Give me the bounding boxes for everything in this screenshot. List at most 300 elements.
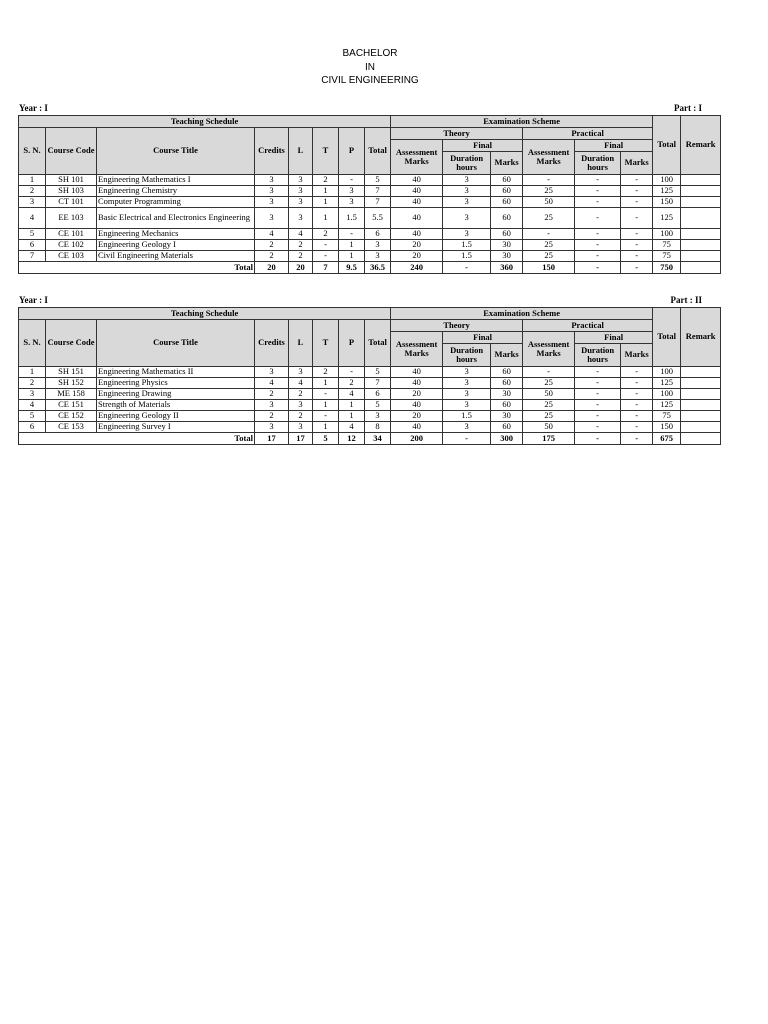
course-remark bbox=[681, 389, 721, 400]
course-credits: 4 bbox=[255, 378, 289, 389]
course-title: Engineering Physics bbox=[97, 378, 255, 389]
practical-final-marks: - bbox=[621, 229, 653, 240]
course-sn: 4 bbox=[19, 400, 46, 411]
totals-t: 7 bbox=[313, 262, 339, 274]
course-grand-total: 100 bbox=[653, 175, 681, 186]
theory-final-marks: 60 bbox=[491, 422, 523, 433]
course-grand-total: 100 bbox=[653, 389, 681, 400]
course-credits: 3 bbox=[255, 186, 289, 197]
year-label: Year : I bbox=[19, 103, 48, 113]
practical-final-marks: - bbox=[621, 400, 653, 411]
totals-credits: 17 bbox=[255, 433, 289, 445]
course-rows bbox=[19, 175, 721, 262]
examination-scheme-header: Examination Scheme bbox=[391, 308, 653, 320]
course-lecture-hours: 2 bbox=[289, 251, 313, 262]
totals-p: 12 bbox=[339, 433, 365, 445]
course-sn: 1 bbox=[19, 175, 46, 186]
course-row bbox=[19, 251, 721, 262]
course-credits: 2 bbox=[255, 240, 289, 251]
course-code: CE 103 bbox=[46, 251, 97, 262]
theory-duration-header: Duration hours bbox=[443, 152, 491, 175]
practical-header: Practical bbox=[523, 128, 653, 140]
course-title: Engineering Mathematics I bbox=[97, 175, 255, 186]
course-code-header: Course Code bbox=[46, 128, 97, 175]
practical-final-duration: - bbox=[575, 389, 621, 400]
theory-assessment-marks: 40 bbox=[391, 378, 443, 389]
course-tutorial-hours: - bbox=[313, 389, 339, 400]
course-credits: 3 bbox=[255, 400, 289, 411]
course-grand-total: 125 bbox=[653, 186, 681, 197]
tutorial-header: T bbox=[313, 320, 339, 367]
course-lecture-hours: 3 bbox=[289, 186, 313, 197]
course-tutorial-hours: - bbox=[313, 240, 339, 251]
practical-assessment-marks: 25 bbox=[523, 240, 575, 251]
theory-assessment-marks: 40 bbox=[391, 400, 443, 411]
teaching-schedule-header: Teaching Schedule bbox=[19, 116, 391, 128]
theory-final-duration: 3 bbox=[443, 389, 491, 400]
course-total-hours: 5 bbox=[365, 400, 391, 411]
grand-total-header: Total bbox=[653, 308, 681, 367]
course-grand-total: 150 bbox=[653, 422, 681, 433]
course-row bbox=[19, 400, 721, 411]
practical-final-marks: - bbox=[621, 251, 653, 262]
course-credits: 3 bbox=[255, 197, 289, 208]
course-remark bbox=[681, 251, 721, 262]
practical-assessment-marks: 25 bbox=[523, 251, 575, 262]
course-row bbox=[19, 240, 721, 251]
theory-final-duration: 3 bbox=[443, 400, 491, 411]
course-credits: 3 bbox=[255, 367, 289, 378]
practical-final-marks: - bbox=[621, 186, 653, 197]
remark-header: Remark bbox=[681, 116, 721, 175]
course-practical-hours: 1 bbox=[339, 240, 365, 251]
course-tutorial-hours: 1 bbox=[313, 208, 339, 229]
totals-row bbox=[19, 262, 721, 274]
course-remark bbox=[681, 175, 721, 186]
practical-assessment-marks: 25 bbox=[523, 378, 575, 389]
course-title-header: Course Title bbox=[97, 128, 255, 175]
course-row bbox=[19, 186, 721, 197]
course-sn: 6 bbox=[19, 240, 46, 251]
practical-assessment-marks: 50 bbox=[523, 422, 575, 433]
totals-grand-total: 750 bbox=[653, 262, 681, 274]
theory-final-duration: 3 bbox=[443, 422, 491, 433]
course-practical-hours: 3 bbox=[339, 197, 365, 208]
totals-label: Total bbox=[19, 262, 255, 274]
theory-assessment-marks: 40 bbox=[391, 175, 443, 186]
practical-assessment-header: Assessment Marks bbox=[523, 140, 575, 175]
course-grand-total: 100 bbox=[653, 367, 681, 378]
theory-assessment-marks: 40 bbox=[391, 367, 443, 378]
theory-assessment-marks: 40 bbox=[391, 197, 443, 208]
practical-final-marks: - bbox=[621, 175, 653, 186]
course-row bbox=[19, 389, 721, 400]
course-code: CT 101 bbox=[46, 197, 97, 208]
theory-final-marks: 30 bbox=[491, 251, 523, 262]
course-code: CE 152 bbox=[46, 411, 97, 422]
course-sn: 5 bbox=[19, 411, 46, 422]
practical-final-marks: - bbox=[621, 378, 653, 389]
course-sn: 2 bbox=[19, 186, 46, 197]
course-code: CE 102 bbox=[46, 240, 97, 251]
practical-marks-header: Marks bbox=[621, 344, 653, 367]
examination-scheme-header: Examination Scheme bbox=[391, 116, 653, 128]
course-grand-total: 125 bbox=[653, 208, 681, 229]
practical-assessment-marks: 50 bbox=[523, 389, 575, 400]
totals-grand-total: 675 bbox=[653, 433, 681, 445]
practical-final-duration: - bbox=[575, 197, 621, 208]
document-title bbox=[0, 47, 740, 88]
lecture-header: L bbox=[289, 128, 313, 175]
theory-final-duration: 3 bbox=[443, 175, 491, 186]
course-sn: 7 bbox=[19, 251, 46, 262]
practical-final-duration: - bbox=[575, 411, 621, 422]
course-remark bbox=[681, 197, 721, 208]
practical-assessment-marks: - bbox=[523, 229, 575, 240]
schedule-table bbox=[18, 307, 721, 445]
practical-final-duration: - bbox=[575, 186, 621, 197]
part-label: Part : I bbox=[674, 103, 702, 113]
totals-theory-duration: - bbox=[443, 433, 491, 445]
course-row bbox=[19, 422, 721, 433]
course-tutorial-hours: 2 bbox=[313, 175, 339, 186]
totals-l: 20 bbox=[289, 262, 313, 274]
title-line-in: IN bbox=[365, 61, 375, 73]
practical-final-duration: - bbox=[575, 422, 621, 433]
theory-final-duration: 3 bbox=[443, 229, 491, 240]
course-tutorial-hours: 1 bbox=[313, 400, 339, 411]
practical-final-marks: - bbox=[621, 240, 653, 251]
totals-remark bbox=[681, 262, 721, 274]
course-credits: 2 bbox=[255, 389, 289, 400]
practical-final-duration: - bbox=[575, 367, 621, 378]
course-rows bbox=[19, 367, 721, 433]
practical-header: Practical bbox=[523, 320, 653, 332]
theory-assessment-header: Assessment Marks bbox=[391, 140, 443, 175]
practical-duration-header: Duration hours bbox=[575, 344, 621, 367]
practical-hours-header: P bbox=[339, 320, 365, 367]
course-practical-hours: 4 bbox=[339, 422, 365, 433]
theory-assessment-marks: 20 bbox=[391, 411, 443, 422]
theory-assessment-marks: 40 bbox=[391, 186, 443, 197]
theory-final-duration: 3 bbox=[443, 367, 491, 378]
course-sn: 4 bbox=[19, 208, 46, 229]
course-lecture-hours: 2 bbox=[289, 411, 313, 422]
theory-assessment-marks: 20 bbox=[391, 251, 443, 262]
practical-final-duration: - bbox=[575, 378, 621, 389]
theory-duration-header: Duration hours bbox=[443, 344, 491, 367]
course-title: Engineering Survey I bbox=[97, 422, 255, 433]
theory-final-duration: 1.5 bbox=[443, 251, 491, 262]
course-lecture-hours: 3 bbox=[289, 422, 313, 433]
practical-marks-header: Marks bbox=[621, 152, 653, 175]
course-title: Basic Electrical and Electronics Engineering bbox=[97, 208, 255, 229]
part-label: Part : II bbox=[670, 295, 702, 305]
course-code-header: Course Code bbox=[46, 320, 97, 367]
theory-final-duration: 1.5 bbox=[443, 411, 491, 422]
theory-final-duration: 3 bbox=[443, 378, 491, 389]
course-title: Civil Engineering Materials bbox=[97, 251, 255, 262]
tutorial-header: T bbox=[313, 128, 339, 175]
course-row bbox=[19, 229, 721, 240]
practical-assessment-marks: 50 bbox=[523, 197, 575, 208]
course-code: SH 103 bbox=[46, 186, 97, 197]
course-tutorial-hours: - bbox=[313, 251, 339, 262]
course-code: SH 152 bbox=[46, 378, 97, 389]
course-lecture-hours: 3 bbox=[289, 175, 313, 186]
totals-p: 9.5 bbox=[339, 262, 365, 274]
course-remark bbox=[681, 411, 721, 422]
theory-final-marks: 60 bbox=[491, 367, 523, 378]
course-total-hours: 6 bbox=[365, 229, 391, 240]
totals-practical-assessment: 150 bbox=[523, 262, 575, 274]
course-tutorial-hours: - bbox=[313, 411, 339, 422]
course-practical-hours: 2 bbox=[339, 378, 365, 389]
totals-practical-marks: - bbox=[621, 433, 653, 445]
totals-theory-marks: 360 bbox=[491, 262, 523, 274]
course-code: CE 153 bbox=[46, 422, 97, 433]
course-title: Engineering Mechanics bbox=[97, 229, 255, 240]
course-grand-total: 150 bbox=[653, 197, 681, 208]
course-title: Engineering Chemistry bbox=[97, 186, 255, 197]
totals-theory-assessment: 240 bbox=[391, 262, 443, 274]
course-total-hours: 7 bbox=[365, 378, 391, 389]
theory-final-marks: 30 bbox=[491, 240, 523, 251]
course-code: CE 151 bbox=[46, 400, 97, 411]
course-lecture-hours: 3 bbox=[289, 197, 313, 208]
practical-hours-header: P bbox=[339, 128, 365, 175]
practical-final-marks: - bbox=[621, 422, 653, 433]
course-credits: 3 bbox=[255, 208, 289, 229]
theory-final-duration: 1.5 bbox=[443, 240, 491, 251]
theory-header: Theory bbox=[391, 128, 523, 140]
totals-remark bbox=[681, 433, 721, 445]
theory-assessment-marks: 20 bbox=[391, 389, 443, 400]
practical-final-duration: - bbox=[575, 229, 621, 240]
course-sn: 2 bbox=[19, 378, 46, 389]
practical-final-header: Final bbox=[575, 332, 653, 344]
course-credits: 3 bbox=[255, 422, 289, 433]
course-total-hours: 5.5 bbox=[365, 208, 391, 229]
course-remark bbox=[681, 400, 721, 411]
practical-final-duration: - bbox=[575, 400, 621, 411]
lecture-header: L bbox=[289, 320, 313, 367]
course-total-hours: 5 bbox=[365, 175, 391, 186]
theory-final-header: Final bbox=[443, 140, 523, 152]
course-remark bbox=[681, 240, 721, 251]
course-remark bbox=[681, 186, 721, 197]
course-row bbox=[19, 197, 721, 208]
course-row bbox=[19, 208, 721, 229]
course-total-hours: 7 bbox=[365, 197, 391, 208]
teaching-schedule-header: Teaching Schedule bbox=[19, 308, 391, 320]
course-code: SH 151 bbox=[46, 367, 97, 378]
theory-final-marks: 60 bbox=[491, 378, 523, 389]
hours-total-header: Total bbox=[365, 320, 391, 367]
totals-row bbox=[19, 433, 721, 445]
course-title: Strength of Materials bbox=[97, 400, 255, 411]
theory-assessment-marks: 40 bbox=[391, 229, 443, 240]
course-code: CE 101 bbox=[46, 229, 97, 240]
totals-practical-marks: - bbox=[621, 262, 653, 274]
course-sn: 5 bbox=[19, 229, 46, 240]
totals-theory-marks: 300 bbox=[491, 433, 523, 445]
theory-final-duration: 3 bbox=[443, 186, 491, 197]
course-practical-hours: - bbox=[339, 367, 365, 378]
title-line-bachelor: BACHELOR bbox=[342, 48, 398, 59]
course-total-hours: 3 bbox=[365, 240, 391, 251]
course-tutorial-hours: 2 bbox=[313, 229, 339, 240]
practical-assessment-header: Assessment Marks bbox=[523, 332, 575, 367]
course-practical-hours: 3 bbox=[339, 186, 365, 197]
course-total-hours: 5 bbox=[365, 367, 391, 378]
course-tutorial-hours: 1 bbox=[313, 197, 339, 208]
course-lecture-hours: 2 bbox=[289, 389, 313, 400]
course-credits: 3 bbox=[255, 175, 289, 186]
remark-header: Remark bbox=[681, 308, 721, 367]
part-header-1 bbox=[19, 103, 702, 115]
totals-practical-assessment: 175 bbox=[523, 433, 575, 445]
course-tutorial-hours: 1 bbox=[313, 422, 339, 433]
course-title: Engineering Geology I bbox=[97, 240, 255, 251]
practical-final-header: Final bbox=[575, 140, 653, 152]
practical-final-duration: - bbox=[575, 208, 621, 229]
course-practical-hours: 1 bbox=[339, 251, 365, 262]
grand-total-header: Total bbox=[653, 116, 681, 175]
course-lecture-hours: 4 bbox=[289, 229, 313, 240]
theory-final-marks: 60 bbox=[491, 229, 523, 240]
course-lecture-hours: 4 bbox=[289, 378, 313, 389]
theory-assessment-marks: 20 bbox=[391, 240, 443, 251]
course-row bbox=[19, 411, 721, 422]
hours-total-header: Total bbox=[365, 128, 391, 175]
theory-final-marks: 60 bbox=[491, 400, 523, 411]
theory-final-duration: 3 bbox=[443, 208, 491, 229]
theory-final-marks: 30 bbox=[491, 411, 523, 422]
practical-duration-header: Duration hours bbox=[575, 152, 621, 175]
theory-assessment-marks: 40 bbox=[391, 422, 443, 433]
course-practical-hours: - bbox=[339, 175, 365, 186]
course-total-hours: 3 bbox=[365, 251, 391, 262]
practical-final-marks: - bbox=[621, 367, 653, 378]
practical-assessment-marks: 25 bbox=[523, 400, 575, 411]
course-remark bbox=[681, 422, 721, 433]
course-sn: 6 bbox=[19, 422, 46, 433]
totals-theory-duration: - bbox=[443, 262, 491, 274]
theory-final-header: Final bbox=[443, 332, 523, 344]
practical-assessment-marks: - bbox=[523, 175, 575, 186]
totals-hours: 34 bbox=[365, 433, 391, 445]
practical-final-marks: - bbox=[621, 411, 653, 422]
totals-theory-assessment: 200 bbox=[391, 433, 443, 445]
course-total-hours: 7 bbox=[365, 186, 391, 197]
course-sn: 3 bbox=[19, 389, 46, 400]
course-title-header: Course Title bbox=[97, 320, 255, 367]
totals-hours: 36.5 bbox=[365, 262, 391, 274]
course-title: Engineering Drawing bbox=[97, 389, 255, 400]
practical-final-marks: - bbox=[621, 197, 653, 208]
course-practical-hours: 1 bbox=[339, 400, 365, 411]
course-lecture-hours: 3 bbox=[289, 367, 313, 378]
course-sn: 3 bbox=[19, 197, 46, 208]
totals-label: Total bbox=[19, 433, 255, 445]
course-tutorial-hours: 1 bbox=[313, 378, 339, 389]
course-grand-total: 100 bbox=[653, 229, 681, 240]
theory-assessment-header: Assessment Marks bbox=[391, 332, 443, 367]
course-sn: 1 bbox=[19, 367, 46, 378]
course-lecture-hours: 3 bbox=[289, 208, 313, 229]
course-practical-hours: 1.5 bbox=[339, 208, 365, 229]
theory-final-marks: 60 bbox=[491, 175, 523, 186]
course-remark bbox=[681, 229, 721, 240]
course-practical-hours: 4 bbox=[339, 389, 365, 400]
course-row bbox=[19, 378, 721, 389]
theory-final-marks: 30 bbox=[491, 389, 523, 400]
course-grand-total: 125 bbox=[653, 400, 681, 411]
practical-assessment-marks: 25 bbox=[523, 208, 575, 229]
credits-header: Credits bbox=[255, 320, 289, 367]
course-credits: 2 bbox=[255, 251, 289, 262]
course-grand-total: 75 bbox=[653, 240, 681, 251]
totals-l: 17 bbox=[289, 433, 313, 445]
totals-practical-duration: - bbox=[575, 433, 621, 445]
course-remark bbox=[681, 378, 721, 389]
practical-final-duration: - bbox=[575, 175, 621, 186]
practical-final-duration: - bbox=[575, 240, 621, 251]
course-total-hours: 8 bbox=[365, 422, 391, 433]
theory-final-marks: 60 bbox=[491, 186, 523, 197]
practical-assessment-marks: 25 bbox=[523, 186, 575, 197]
theory-final-marks: 60 bbox=[491, 197, 523, 208]
sn-header: S. N. bbox=[19, 320, 46, 367]
course-lecture-hours: 3 bbox=[289, 400, 313, 411]
theory-final-marks: 60 bbox=[491, 208, 523, 229]
theory-marks-header: Marks bbox=[491, 152, 523, 175]
course-credits: 4 bbox=[255, 229, 289, 240]
theory-header: Theory bbox=[391, 320, 523, 332]
schedule-table bbox=[18, 115, 721, 274]
theory-final-duration: 3 bbox=[443, 197, 491, 208]
course-row bbox=[19, 367, 721, 378]
course-row bbox=[19, 175, 721, 186]
practical-final-duration: - bbox=[575, 251, 621, 262]
theory-assessment-marks: 40 bbox=[391, 208, 443, 229]
theory-marks-header: Marks bbox=[491, 344, 523, 367]
course-total-hours: 3 bbox=[365, 411, 391, 422]
practical-assessment-marks: 25 bbox=[523, 411, 575, 422]
practical-final-marks: - bbox=[621, 208, 653, 229]
course-title: Engineering Mathematics II bbox=[97, 367, 255, 378]
title-line-program: CIVIL ENGINEERING bbox=[321, 75, 419, 86]
course-tutorial-hours: 2 bbox=[313, 367, 339, 378]
course-remark bbox=[681, 367, 721, 378]
course-title: Engineering Geology II bbox=[97, 411, 255, 422]
course-grand-total: 125 bbox=[653, 378, 681, 389]
practical-assessment-marks: - bbox=[523, 367, 575, 378]
course-grand-total: 75 bbox=[653, 411, 681, 422]
part-header-2 bbox=[19, 295, 702, 307]
course-tutorial-hours: 1 bbox=[313, 186, 339, 197]
course-code: SH 101 bbox=[46, 175, 97, 186]
year-label: Year : I bbox=[19, 295, 48, 305]
totals-t: 5 bbox=[313, 433, 339, 445]
course-total-hours: 6 bbox=[365, 389, 391, 400]
credits-header: Credits bbox=[255, 128, 289, 175]
course-code: EE 103 bbox=[46, 208, 97, 229]
totals-credits: 20 bbox=[255, 262, 289, 274]
sn-header: S. N. bbox=[19, 128, 46, 175]
course-remark bbox=[681, 208, 721, 229]
